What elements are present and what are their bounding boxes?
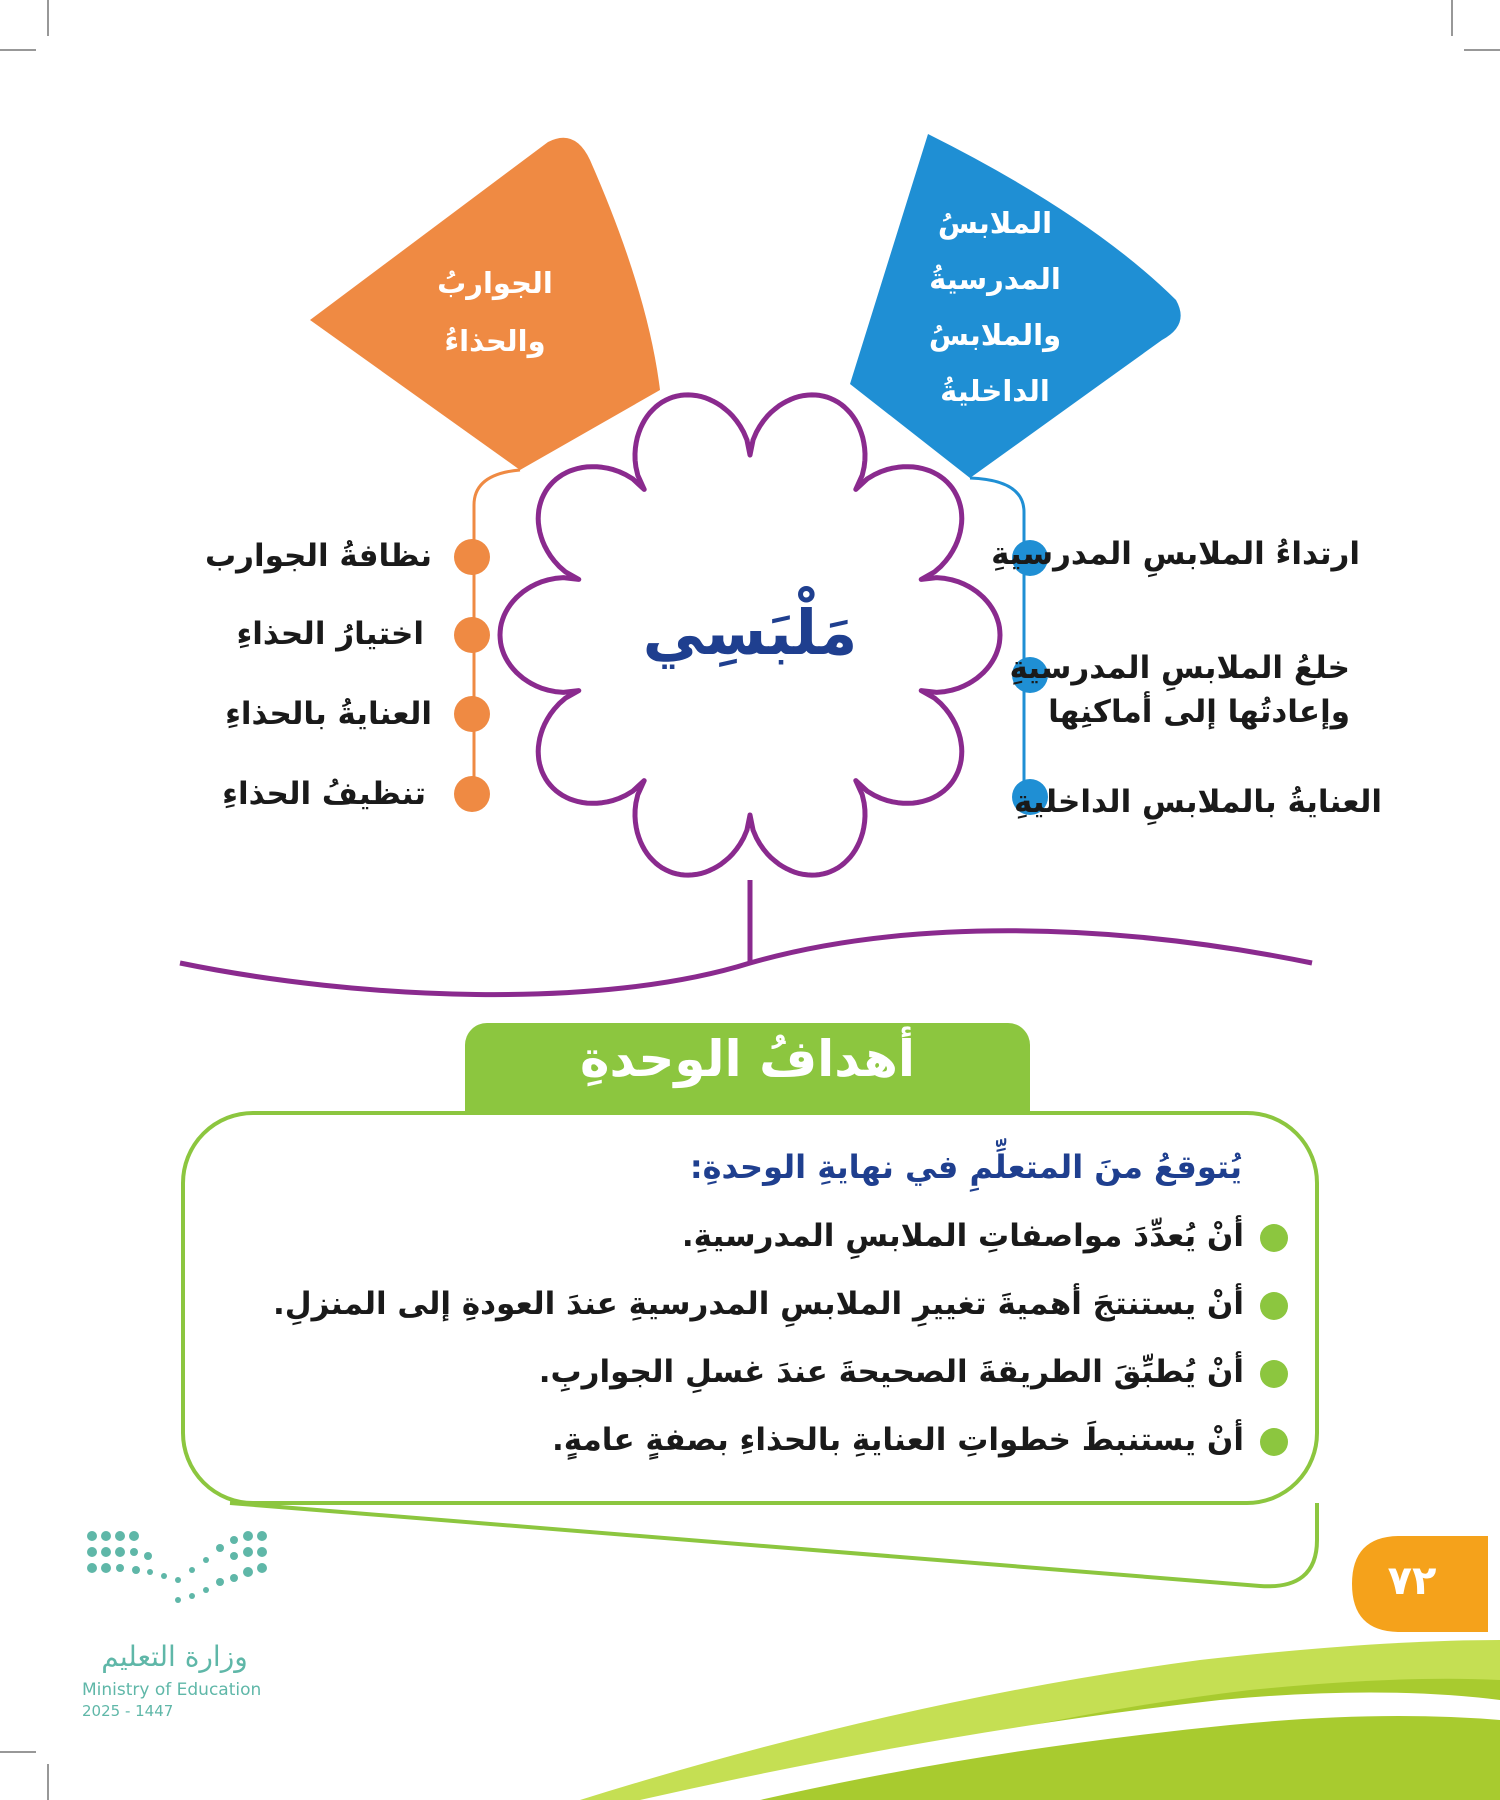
goal-bullet-icon — [1260, 1428, 1288, 1456]
right-branch-title — [900, 195, 1090, 419]
goal-item-text: أنْ يُعدِّدَ مواصفاتِ الملابسِ المدرسيةِ. — [681, 1218, 1244, 1254]
goals-intro: يُتوقعُ منَ المتعلِّمِ في نهايةِ الوحدةِ: — [689, 1148, 1242, 1186]
left-item: اختيارُ الحذاءِ — [236, 616, 424, 652]
ministry-year: 2025 - 1447 — [82, 1702, 174, 1720]
right-item-line: وإعادتُها إلى أماكنِها — [1048, 694, 1350, 730]
orange-bullets — [454, 539, 490, 812]
goal-item-text: أنْ يُطبِّقَ الطريقةَ الصحيحةَ عندَ غسلِ الجواربِ. — [538, 1354, 1244, 1390]
goal-item — [273, 1286, 1288, 1322]
right-branch-title-line: والملابسُ — [928, 318, 1062, 352]
right-item: العنايةُ بالملابسِ الداخليةِ — [1013, 784, 1382, 820]
ministry-name-ar: وزارة التعليم — [101, 1640, 248, 1673]
right-branch-title-line: الداخليةُ — [940, 374, 1050, 408]
ground-line — [180, 931, 1312, 995]
goal-bullet-icon — [1260, 1224, 1288, 1252]
left-item: نظافةُ الجوارب — [204, 538, 432, 574]
left-item: العنايةُ بالحذاءِ — [225, 696, 432, 732]
goal-bullet-icon — [1260, 1360, 1288, 1388]
ministry-name-en: Ministry of Education — [82, 1680, 262, 1700]
left-branch-title-line: الجواربُ — [437, 266, 553, 300]
right-branch-title-line: المدرسيةُ — [929, 262, 1061, 296]
goal-item — [552, 1422, 1288, 1458]
right-branch-title-line: الملابسُ — [937, 206, 1053, 240]
right-item: ارتداءُ الملابسِ المدرسيةِ — [991, 536, 1360, 572]
left-branch-title — [405, 254, 585, 370]
goal-item-text: أنْ يستنبطَ خطواتِ العنايةِ بالحذاءِ بصفةٍ عامةٍ. — [552, 1422, 1244, 1458]
right-item — [1009, 646, 1350, 734]
goal-item — [539, 1354, 1288, 1390]
right-item-line: خلعُ الملابسِ المدرسيةِ — [1009, 650, 1350, 686]
goal-bullet-icon — [1260, 1292, 1288, 1320]
goal-item — [682, 1218, 1288, 1254]
page-number: ٧٢ — [1387, 1558, 1437, 1604]
goals-tab-title: أهدافُ الوحدةِ — [579, 1030, 915, 1088]
left-item: تنظيفُ الحذاءِ — [222, 776, 426, 812]
goal-item-text: أنْ يستنتجَ أهميةَ تغييرِ الملابسِ المدرسيةِ عندَ العودةِ إلى المنزلِ. — [272, 1286, 1244, 1322]
center-title: مَلْبَسِي — [642, 596, 858, 669]
left-branch-title-line: والحذاءُ — [444, 324, 546, 358]
ministry-logo-icon — [87, 1531, 267, 1603]
